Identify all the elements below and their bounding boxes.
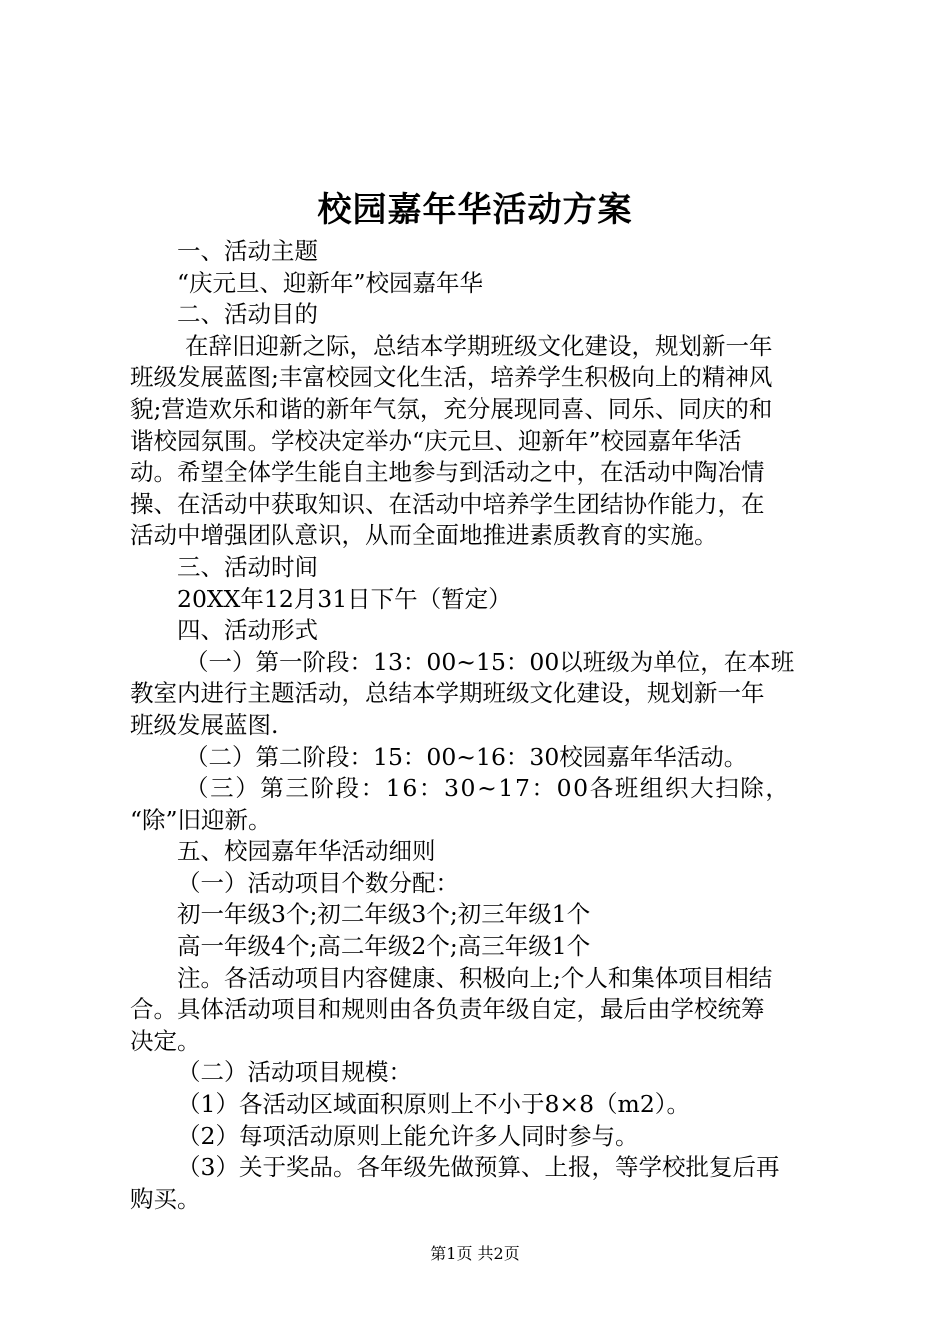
paragraph-line: 初一年级3个;初二年级3个;初三年级1个 <box>177 900 591 929</box>
paragraph-line: 注。各活动项目内容健康、积极向上;个人和集体项目相结 <box>177 963 773 992</box>
paragraph-line: （2）每项活动原则上能允许多人同时参与。 <box>177 1121 639 1150</box>
section-heading: 四、活动形式 <box>177 616 318 645</box>
paragraph-line: 购买。 <box>130 1184 201 1213</box>
subsection-heading: （二）活动项目规模： <box>177 1058 412 1087</box>
document-title: 校园嘉年华活动方案 <box>317 190 633 230</box>
paragraph-line: 班级发展蓝图. <box>130 710 279 739</box>
section-heading: 三、活动时间 <box>177 552 318 581</box>
section-heading: 二、活动目的 <box>177 300 318 329</box>
paragraph-line: 教室内进行主题活动，总结本学期班级文化建设，规划新一年 <box>130 679 765 708</box>
paragraph-line: （3）关于奖品。各年级先做预算、上报，等学校批复后再 <box>177 1153 780 1182</box>
subsection-heading: （一）活动项目个数分配： <box>177 868 459 897</box>
paragraph-line: 班级发展蓝图;丰富校园文化生活，培养学生积极向上的精神风 <box>130 363 773 392</box>
section-heading: 五、校园嘉年华活动细则 <box>177 837 436 866</box>
paragraph-line: （三）第三阶段：16：30~17：00各班组织大扫除， <box>185 774 791 803</box>
paragraph-line: 谐校园氛围。学校决定举办“庆元旦、迎新年”校园嘉年华活 <box>130 426 742 455</box>
paragraph-line: “庆元旦、迎新年”校园嘉年华 <box>177 268 484 297</box>
paragraph-line: 貌;营造欢乐和谐的新年气氛，充分展现同喜、同乐、同庆的和 <box>130 394 773 423</box>
paragraph-line: 决定。 <box>130 1026 201 1055</box>
paragraph-line: 活动中增强团队意识，从而全面地推进素质教育的实施。 <box>130 521 718 550</box>
paragraph-line: 20XX年12月31日下午（暂定） <box>177 584 512 613</box>
document-body <box>130 236 830 1215</box>
paragraph-line: 合。具体活动项目和规则由各负责年级自定，最后由学校统筹 <box>130 995 765 1024</box>
paragraph-line: （二）第二阶段：15：00~16：30校园嘉年华活动。 <box>185 742 748 771</box>
paragraph-line: （1）各活动区域面积原则上不小于8×8（m2）。 <box>177 1090 691 1119</box>
paragraph-line: 在辞旧迎新之际，总结本学期班级文化建设，规划新一年 <box>185 331 773 360</box>
section-heading: 一、活动主题 <box>177 237 318 265</box>
paragraph-line: （一）第一阶段：13：00~15：00以班级为单位，在本班 <box>185 647 795 676</box>
page-footer: 第1页 共2页 <box>430 1244 520 1263</box>
paragraph-line: 动。希望全体学生能自主地参与到活动之中，在活动中陶冶情 <box>130 458 765 487</box>
paragraph-line: 操、在活动中获取知识、在活动中培养学生团结协作能力，在 <box>130 489 765 518</box>
paragraph-line: 高一年级4个;高二年级2个;高三年级1个 <box>177 932 591 961</box>
paragraph-line: “除”旧迎新。 <box>130 805 272 834</box>
